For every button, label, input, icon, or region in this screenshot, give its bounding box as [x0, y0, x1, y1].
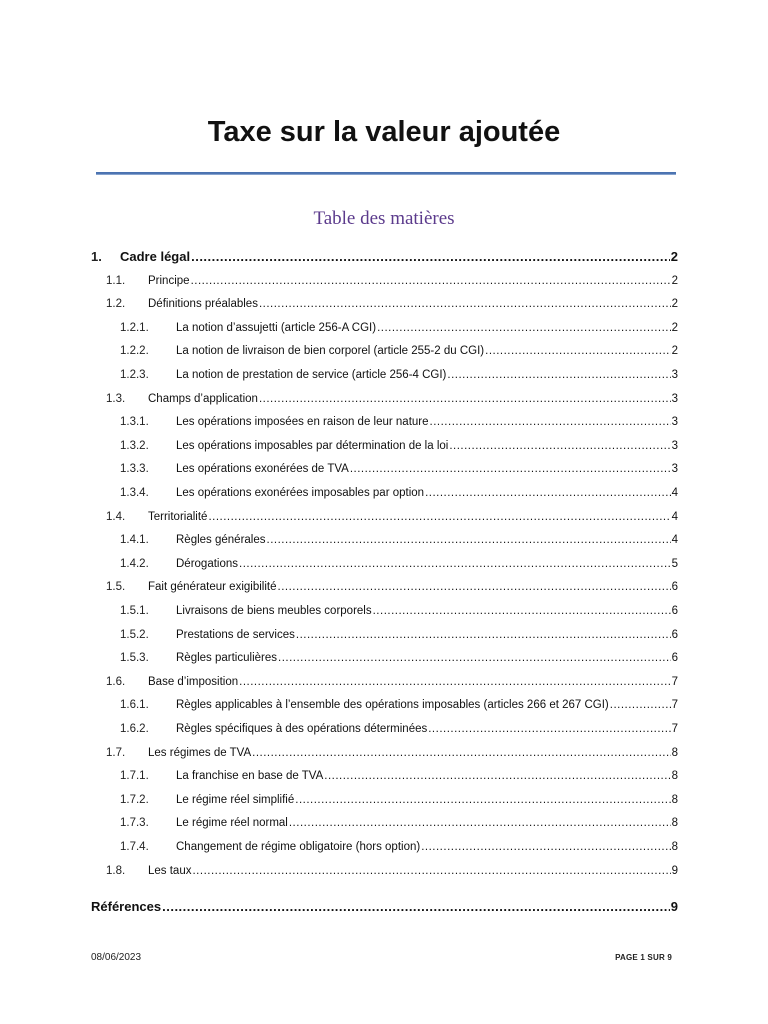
toc-entry[interactable] [120, 694, 678, 716]
toc-entry-number: 1.1. [106, 274, 126, 287]
toc-entry-number: 1.6.2. [120, 723, 149, 735]
toc-entry-label: La franchise en base de TVA [176, 770, 324, 783]
toc-entry-number: 1.2.3. [120, 369, 149, 381]
toc-entry-page: 2 [671, 321, 678, 334]
toc-entry-label: Cadre légal [120, 249, 191, 264]
toc-entry-label: Territorialité [148, 510, 208, 523]
toc-dot-leader [208, 506, 670, 528]
document-title: Taxe sur la valeur ajoutée [207, 116, 561, 148]
toc-entry-label: Les opérations imposables par détermination de la loi [176, 439, 449, 452]
toc-dot-leader [377, 317, 671, 339]
toc-entry-number: 1.6. [106, 675, 126, 688]
toc-entry[interactable] [106, 576, 678, 598]
toc-entry[interactable] [120, 624, 678, 646]
toc-entry-page: 2 [671, 274, 678, 287]
toc-entry-number: 1.5. [106, 581, 126, 594]
toc-entry-number: 1.7.3. [120, 817, 149, 830]
toc-entry[interactable] [106, 270, 678, 292]
toc-entry-number: 1.7.2. [120, 793, 149, 806]
toc-dot-leader [267, 529, 671, 551]
toc-entry-page: 3 [671, 416, 678, 429]
toc-entry-label: Définitions préalables [148, 298, 258, 311]
toc-entry-label: Les opérations exonérées imposables par option [176, 487, 425, 499]
toc-entry-page: 8 [671, 746, 678, 759]
toc-entry-page: 6 [671, 628, 678, 641]
toc-entry-label: Les opérations exonérées de TVA [176, 463, 349, 476]
toc-entry-number: 1. [91, 249, 102, 264]
toc-entry-number: 1.3.1. [120, 416, 149, 429]
toc-entry[interactable] [120, 836, 678, 858]
toc-entry-number: 1.5.3. [120, 652, 149, 665]
toc-dot-leader [278, 647, 671, 669]
toc-entry-number: 1.4.2. [120, 557, 149, 570]
toc-entry-label: Le régime réel simplifié [176, 793, 295, 806]
toc-entry-number: 1.4. [106, 510, 126, 523]
toc-entry-page: 4 [671, 487, 678, 499]
toc-entry[interactable] [106, 671, 678, 693]
toc-entry-number: 1.7.1. [120, 770, 149, 783]
toc-entry-page: 6 [671, 581, 678, 594]
toc-dot-leader [191, 270, 671, 292]
toc-entry[interactable] [120, 482, 678, 504]
toc-entry-label: Règles applicables à l’ensemble des opérations imposables (articles 266 et 267 CGI) [176, 699, 609, 712]
toc-entry-number: 1.2.2. [120, 345, 149, 358]
toc-entry[interactable] [106, 506, 678, 528]
toc-entry-number: 1.8. [106, 864, 126, 877]
toc-dot-leader [425, 482, 671, 504]
toc-dot-leader [191, 246, 670, 268]
toc-entry-label: La notion d’assujetti (article 256-A CGI) [176, 321, 377, 334]
toc-entry-number: 1.3. [106, 392, 126, 405]
toc-entry-page: 3 [671, 463, 678, 476]
toc-entry-page: 6 [671, 652, 678, 665]
toc-entry-page: 7 [671, 723, 678, 735]
toc-entry-page: 3 [671, 369, 678, 381]
toc-entry-number: 1.3.3. [120, 463, 149, 476]
toc-entry-page: 8 [671, 841, 678, 853]
toc-entry-page: 2 [671, 298, 678, 311]
toc-entry[interactable] [120, 529, 678, 551]
toc-entry-page: 2 [670, 249, 678, 264]
toc-entry-label: Règles générales [176, 534, 266, 547]
toc-dot-leader [252, 742, 670, 764]
toc-entry-label: Prestations de services [176, 628, 295, 641]
toc-dot-leader [373, 600, 671, 622]
toc-entry[interactable] [106, 742, 678, 764]
toc-entry[interactable] [120, 340, 678, 362]
toc-entry[interactable] [120, 765, 678, 787]
toc-entry[interactable] [120, 718, 678, 740]
toc-dot-leader [350, 458, 671, 480]
toc-entry[interactable] [120, 458, 678, 480]
toc-entry-number: 1.2. [106, 298, 126, 311]
toc-entry-number: 1.5.2. [120, 628, 149, 641]
toc-entry[interactable] [91, 896, 678, 918]
toc-entry-label: Le régime réel normal [176, 817, 288, 830]
toc-entry[interactable] [120, 647, 678, 669]
toc-entry-label: Références [91, 899, 162, 914]
toc-entry-number: 1.2.1. [120, 321, 149, 334]
toc-entry[interactable] [120, 600, 678, 622]
toc-entry-number: 1.3.2. [120, 439, 149, 452]
toc-entry-label: Dérogations [176, 557, 239, 570]
toc-entry-page: 4 [671, 510, 678, 523]
footer-date: 08/06/2023 [91, 952, 142, 963]
toc-entry[interactable] [120, 411, 678, 433]
toc-entry-page: 7 [671, 675, 678, 688]
toc-entry[interactable] [120, 812, 678, 834]
toc-entry-label: Règles particulières [176, 652, 277, 665]
toc-dot-leader [324, 765, 670, 787]
toc-entry[interactable] [120, 789, 678, 811]
toc-entry[interactable] [120, 553, 678, 575]
toc-dot-leader [610, 694, 671, 716]
toc-entry-label: Règles spécifiques à des opérations déterminées [176, 723, 428, 735]
toc-dot-leader [421, 836, 670, 858]
toc-entry-page: 8 [671, 817, 678, 830]
footer-page-number: PAGE 1 SUR 9 [615, 953, 672, 962]
toc-dot-leader [239, 671, 670, 693]
toc-entry-page: 3 [671, 392, 678, 405]
toc-entry-page: 5 [671, 557, 678, 570]
toc-entry-page: 9 [670, 899, 678, 914]
toc-entry-number: 1.7.4. [120, 841, 149, 853]
toc-entry[interactable] [106, 860, 678, 882]
toc-dot-leader [259, 293, 671, 315]
toc-entry-label: Les taux [148, 864, 192, 877]
toc-dot-leader [449, 435, 670, 457]
toc-entry-label: Fait générateur exigibilité [148, 581, 277, 594]
toc-dot-leader [239, 553, 671, 575]
toc-entry[interactable] [120, 435, 678, 457]
toc-dot-leader [192, 860, 670, 882]
toc-entry[interactable] [120, 317, 678, 339]
toc-dot-leader [162, 896, 670, 918]
toc-entry-page: 8 [671, 793, 678, 806]
toc-entry-page: 3 [671, 439, 678, 452]
toc-dot-leader [296, 624, 671, 646]
toc-entry[interactable] [120, 364, 678, 386]
toc-entry-page: 4 [671, 534, 678, 547]
toc-entry-label: Livraisons de biens meubles corporels [176, 605, 372, 617]
toc-entry-label: Principe [148, 274, 190, 287]
toc-entry-page: 2 [671, 345, 678, 358]
toc-entry[interactable] [106, 388, 678, 410]
toc-entry-number: 1.7. [106, 746, 126, 759]
toc-dot-leader [278, 576, 671, 598]
toc-entry-label: La notion de livraison de bien corporel (article 255-2 du CGI) [176, 345, 485, 358]
toc-dot-leader [289, 812, 671, 834]
toc-entry-page: 7 [671, 699, 678, 712]
toc-entry-number: 1.3.4. [120, 487, 149, 499]
toc-entry-label: Les opérations imposées en raison de leur nature [176, 416, 429, 429]
toc-dot-leader [430, 411, 671, 433]
toc-entry-number: 1.5.1. [120, 605, 149, 617]
toc-entry-number: 1.4.1. [120, 534, 149, 547]
toc-entry-page: 9 [671, 864, 678, 877]
toc-dot-leader [447, 364, 670, 386]
toc-entry-label: La notion de prestation de service (article 256-4 CGI) [176, 369, 447, 381]
toc-entry-label: Champs d’application [148, 392, 258, 405]
toc-dot-leader [259, 388, 671, 410]
toc-entry[interactable] [106, 293, 678, 315]
toc-dot-leader [428, 718, 670, 740]
toc-dot-leader [485, 340, 670, 362]
toc-entry-label: Les régimes de TVA [148, 746, 252, 759]
toc-dot-leader [295, 789, 670, 811]
toc-entry-page: 8 [671, 770, 678, 783]
toc-entry[interactable] [91, 246, 678, 268]
toc-entry-number: 1.6.1. [120, 699, 149, 712]
toc-entry-page: 6 [671, 605, 678, 617]
toc-entry-label: Changement de régime obligatoire (hors option) [176, 841, 421, 853]
toc-entry-label: Base d’imposition [148, 675, 239, 688]
toc-heading: Table des matières [313, 208, 455, 229]
